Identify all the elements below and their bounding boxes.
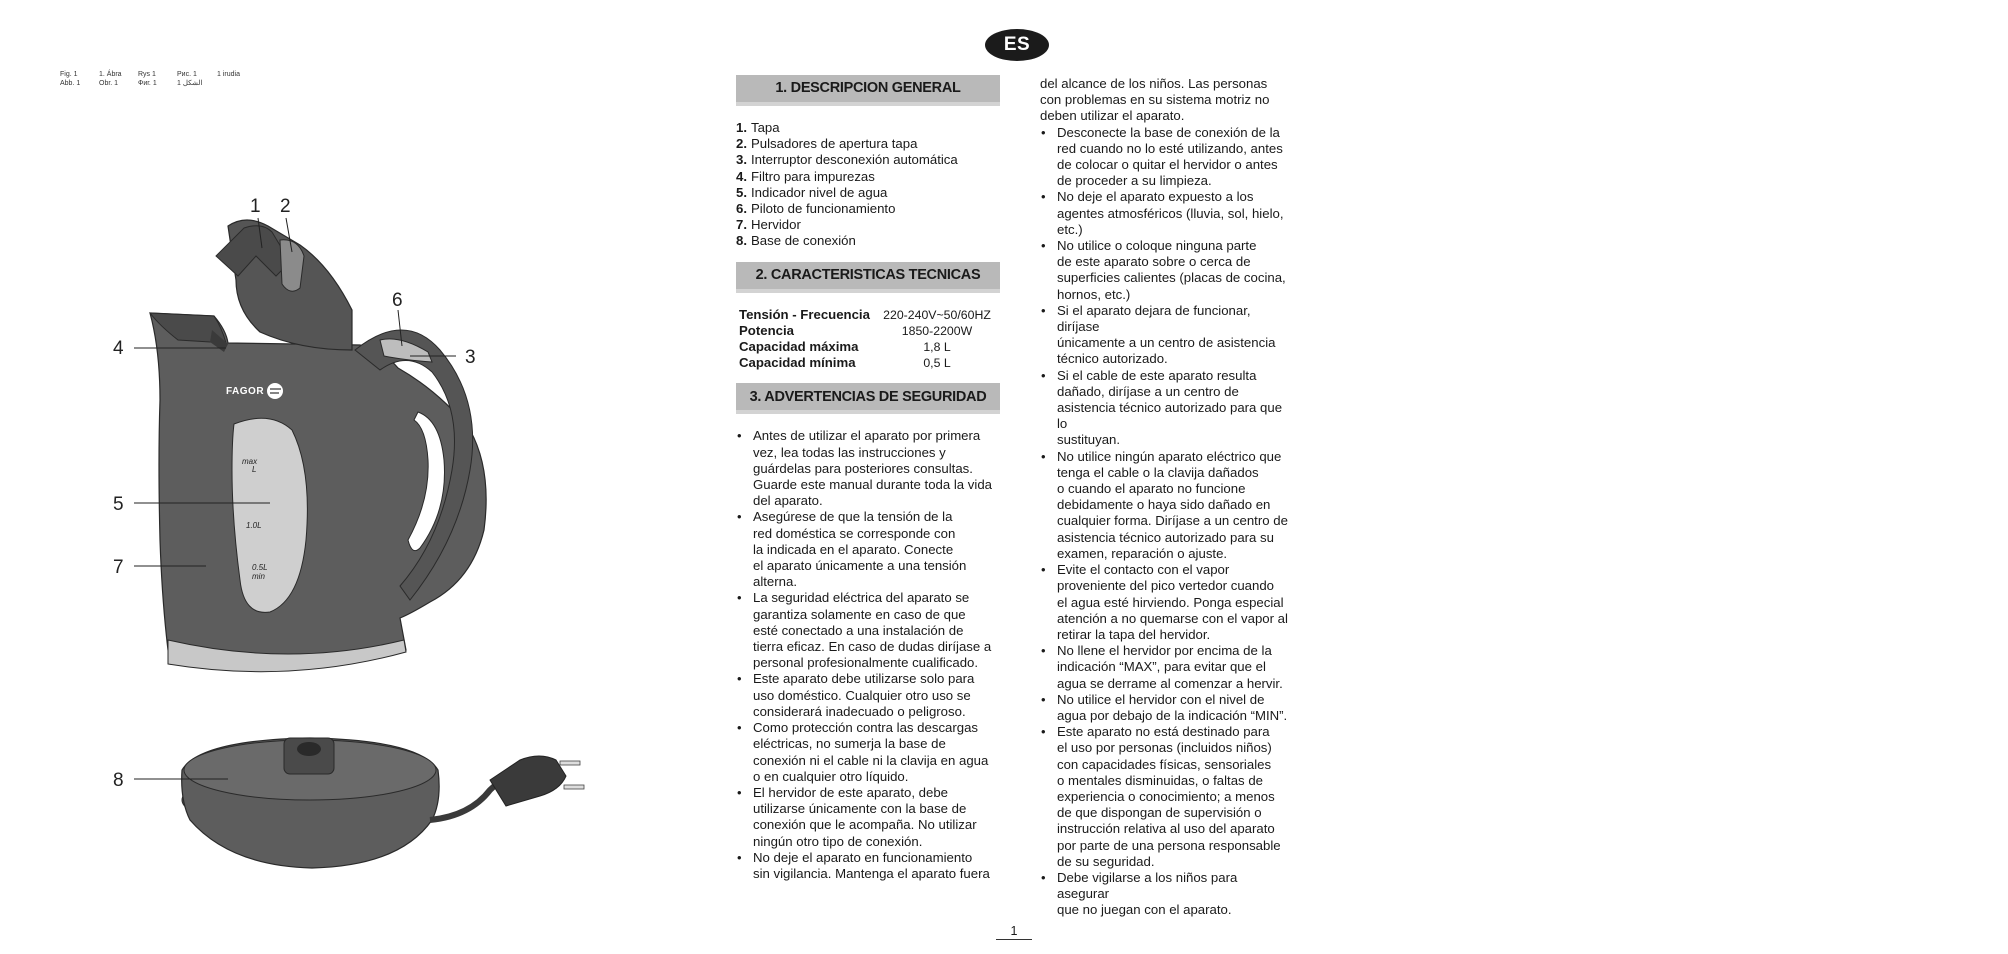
level-mark-max-unit: L [252, 465, 257, 474]
safety-line: red doméstica se corresponde con [753, 525, 956, 541]
safety-bullet [1040, 724, 1292, 870]
general-part-number: 7. [736, 217, 747, 233]
section-header-general: 1. DESCRIPCION GENERAL [736, 75, 1000, 106]
safety-line: red cuando no lo esté utilizando, antes [1057, 140, 1283, 156]
safety-bullet [736, 785, 1000, 850]
safety-line: • Asegúrese de que la tensión de la [753, 509, 953, 525]
safety-line: de su seguridad. [1057, 853, 1155, 869]
safety-line: o en cualquier otro líquido. [753, 768, 909, 784]
safety-bullet [736, 671, 1000, 720]
safety-line: técnico autorizado. [1057, 351, 1168, 367]
safety-line: etc.) [1057, 221, 1083, 237]
general-part-number: 6. [736, 201, 747, 217]
safety-line: personal profesionalmente cualificado. [753, 655, 979, 671]
power-plug [490, 756, 566, 806]
safety-line: sin vigilancia. Mantenga el aparato fuera [753, 865, 990, 881]
level-mark-min: min [252, 572, 265, 581]
safety-line: guárdelas para posteriores consultas. [753, 460, 973, 476]
safety-line: • Debe vigilarse a los niños para asegurar [1057, 869, 1238, 902]
level-mark-max: max [242, 457, 258, 466]
safety-line: asistencia técnico autorizado para que lo [1057, 400, 1283, 432]
safety-line: experiencia o conocimiento; a menos [1057, 788, 1275, 804]
general-part-item [736, 152, 1000, 168]
language-badge: ES [985, 29, 1049, 61]
safety-line: del aparato. [753, 493, 823, 509]
safety-line: agua se derrame al comenzar a hervir. [1057, 675, 1283, 691]
safety-line: utilizarse únicamente con la base de [753, 801, 967, 817]
safety-line: dañado, diríjase a un centro de [1057, 383, 1239, 399]
safety-bullet [1040, 643, 1292, 692]
spec-row [739, 307, 993, 323]
safety-line: asistencia técnico autorizado para su [1057, 529, 1274, 545]
safety-bullet [736, 428, 1000, 509]
column-right [1040, 76, 1292, 919]
safety-line: sustituyan. [1057, 432, 1121, 448]
figure-label-col1: Fig. 1 Abb. 1 [60, 71, 81, 87]
spec-label: Capacidad mínima [739, 355, 856, 371]
callout-5: 5 [113, 494, 124, 515]
spec-row [739, 355, 993, 371]
safety-line: ningún otro tipo de conexión. [753, 833, 923, 849]
safety-line: tenga el cable o la clavija dañados [1057, 464, 1259, 480]
safety-line: • Este aparato debe utilizarse solo para [753, 671, 975, 687]
safety-line: agua por debajo de la indicación “MIN”. [1057, 707, 1288, 723]
safety-line: eléctricas, no sumerja la base de [753, 736, 946, 752]
safety-bullets-col1 [736, 428, 1000, 882]
general-part-item [736, 136, 1000, 152]
general-part-number: 2. [736, 136, 747, 152]
safety-line: de proceder a su limpieza. [1057, 173, 1212, 189]
safety-line: hornos, etc.) [1057, 286, 1131, 302]
safety-bullet [1040, 303, 1292, 368]
safety-bullet [1040, 125, 1292, 190]
safety-line: Guarde este manual durante toda la vida [753, 477, 992, 493]
general-part-number: 8. [736, 233, 747, 249]
safety-line: • Evite el contacto con el vapor [1057, 562, 1230, 578]
safety-line: retirar la tapa del hervidor. [1057, 626, 1211, 642]
spec-row [739, 339, 993, 355]
callout-7: 7 [113, 557, 124, 578]
safety-line: conexión ni el cable ni la clavija en agua [753, 752, 989, 768]
general-part-text: Hervidor [751, 217, 801, 233]
general-part-text: Piloto de funcionamiento [751, 201, 896, 217]
safety-line: • El hervidor de este aparato, debe [753, 784, 949, 800]
safety-line: del alcance de los niños. Las personas [1040, 76, 1268, 91]
safety-line: instrucción relativa al uso del aparato [1057, 821, 1275, 837]
spec-value: 0,5 L [923, 356, 951, 371]
general-part-item [736, 233, 1000, 249]
general-part-item [736, 217, 1000, 233]
safety-bullet [1040, 692, 1292, 724]
safety-bullet [1040, 189, 1292, 238]
safety-bullet [1040, 449, 1292, 562]
general-parts-list [736, 120, 1000, 250]
general-part-item [736, 120, 1000, 136]
safety-bullet [1040, 368, 1292, 449]
safety-line: superficies calientes (placas de cocina, [1057, 270, 1286, 286]
safety-bullet [736, 590, 1000, 671]
safety-line: alterna. [753, 574, 797, 590]
general-part-text: Tapa [751, 120, 780, 135]
safety-line: • No utilice el hervidor con el nivel de [1057, 691, 1265, 707]
safety-line: por parte de una persona responsable [1057, 837, 1281, 853]
callout-3: 3 [465, 347, 476, 368]
safety-line: • La seguridad eléctrica del aparato se [753, 590, 970, 606]
safety-line: cualquier forma. Diríjase a un centro de [1057, 513, 1288, 529]
section-header-technical: 2. CARACTERISTICAS TECNICAS [736, 262, 1000, 293]
safety-line: proveniente del pico vertedor cuando [1057, 578, 1275, 594]
brand-logo: FAGOR [226, 386, 265, 397]
spec-value: 220-240V~50/60HZ [883, 307, 991, 322]
figure-label-col5: 1 irudia [217, 71, 240, 78]
safety-line: agentes atmosféricos (lluvia, sol, hielo, [1057, 205, 1284, 221]
general-part-number: 4. [736, 168, 747, 184]
safety-line: conexión que le acompaña. No utilizar [753, 817, 977, 833]
general-part-text: Base de conexión [751, 233, 856, 249]
figure-label-col4: Рис. 1 1 الشكل [177, 71, 203, 87]
safety-line: atención a no quemarse con el vapor al [1057, 610, 1288, 626]
callout-2: 2 [280, 196, 291, 217]
safety-line: • No utilice ningún aparato eléctrico que [1057, 448, 1282, 464]
general-part-text: Filtro para impurezas [751, 168, 875, 184]
safety-line: debidamente o haya sido dañado en [1057, 497, 1271, 513]
safety-line: el agua esté hirviendo. Ponga especial [1057, 594, 1284, 610]
column-middle [736, 75, 1000, 882]
safety-bullet [736, 509, 1000, 590]
spec-value: 1,8 L [923, 340, 951, 355]
safety-line: • Desconecte la base de conexión de la [1057, 124, 1280, 140]
general-part-item [736, 201, 1000, 217]
safety-line: • Como protección contra las descargas [753, 720, 979, 736]
figure-label-col2: 1. Ábra Obr. 1 [99, 71, 122, 87]
general-part-text: Interruptor desconexión automática [751, 152, 958, 168]
safety-bullets-col2 [1040, 125, 1292, 919]
safety-line: o cuando el aparato no funcione [1057, 481, 1246, 497]
general-part-item [736, 169, 1000, 185]
general-part-text: Pulsadores de apertura tapa [751, 136, 918, 152]
safety-line: • No deje el aparato expuesto a los [1057, 189, 1254, 205]
general-part-number: 1. [736, 120, 747, 135]
safety-continuation [1040, 76, 1292, 125]
safety-line: con problemas en su sistema motriz no [1040, 92, 1270, 108]
page-number: 1 [996, 924, 1032, 940]
safety-line: con capacidades físicas, sensoriales [1057, 756, 1272, 772]
spec-label: Potencia [739, 322, 794, 338]
safety-line: tierra eficaz. En caso de dudas diríjase a [753, 639, 992, 655]
water-level-window [232, 418, 307, 612]
callout-4: 4 [113, 338, 124, 359]
safety-bullet [1040, 238, 1292, 303]
general-part-number: 3. [736, 152, 747, 168]
safety-line: • No deje el aparato en funcionamiento [753, 849, 973, 865]
spec-label: Tensión - Frecuencia [739, 306, 870, 322]
spec-value: 1850-2200W [901, 323, 973, 338]
safety-line: que no juegan con el aparato. [1057, 902, 1232, 918]
figure-label-col3: Rys 1 Фиг. 1 [138, 71, 157, 87]
safety-line: esté conectado a una instalación de [753, 622, 964, 638]
level-mark-min-amount: 0.5L [252, 563, 268, 572]
safety-line: de colocar o quitar el hervidor o antes [1057, 157, 1278, 173]
callout-6: 6 [392, 290, 403, 311]
safety-line: el aparato únicamente a una tensión [753, 558, 967, 574]
kettle-illustration [0, 150, 640, 890]
general-part-text: Indicador nivel de agua [751, 184, 888, 200]
safety-line: uso doméstico. Cualquier otro uso se [753, 687, 971, 703]
safety-line: indicación “MAX”, para evitar que el [1057, 659, 1266, 675]
callout-8: 8 [113, 770, 124, 791]
technical-specs-table [739, 307, 993, 372]
safety-line: • Antes de utilizar el aparato por primera [753, 428, 981, 444]
safety-line: o mentales disminuidas, o faltas de [1057, 772, 1263, 788]
section-header-safety: 3. ADVERTENCIAS DE SEGURIDAD [736, 383, 1000, 414]
spec-row [739, 323, 993, 339]
safety-line: examen, reparación o ajuste. [1057, 545, 1228, 561]
safety-line: el uso por personas (incluidos niños) [1057, 740, 1272, 756]
safety-line: de este aparato sobre o cerca de [1057, 254, 1251, 270]
safety-line: la indicada en el aparato. Conecte [753, 541, 954, 557]
safety-bullet [1040, 562, 1292, 643]
safety-line: de que dispongan de supervisión o [1057, 805, 1262, 821]
safety-line: únicamente a un centro de asistencia [1057, 335, 1276, 351]
level-mark-mid: 1.0L [246, 521, 262, 530]
callout-1: 1 [250, 196, 261, 217]
spec-label: Capacidad máxima [739, 339, 859, 355]
safety-bullet [1040, 870, 1292, 919]
safety-line: deben utilizar el aparato. [1040, 108, 1185, 124]
safety-line: • No llene el hervidor por encima de la [1057, 643, 1272, 659]
safety-line: • Si el cable de este aparato resulta [1057, 367, 1257, 383]
safety-line: considerará inadecuado o peligroso. [753, 703, 966, 719]
safety-line: • No utilice o coloque ninguna parte [1057, 238, 1257, 254]
safety-line: garantiza solamente en caso de que [753, 606, 966, 622]
safety-line: • Si el aparato dejara de funcionar, diríjase [1057, 302, 1251, 335]
general-part-item [736, 185, 1000, 201]
general-part-number: 5. [736, 184, 747, 200]
safety-line: • Este aparato no está destinado para [1057, 724, 1270, 740]
safety-bullet [736, 720, 1000, 785]
safety-line: vez, lea todas las instrucciones y [753, 444, 946, 460]
safety-bullet [736, 850, 1000, 882]
